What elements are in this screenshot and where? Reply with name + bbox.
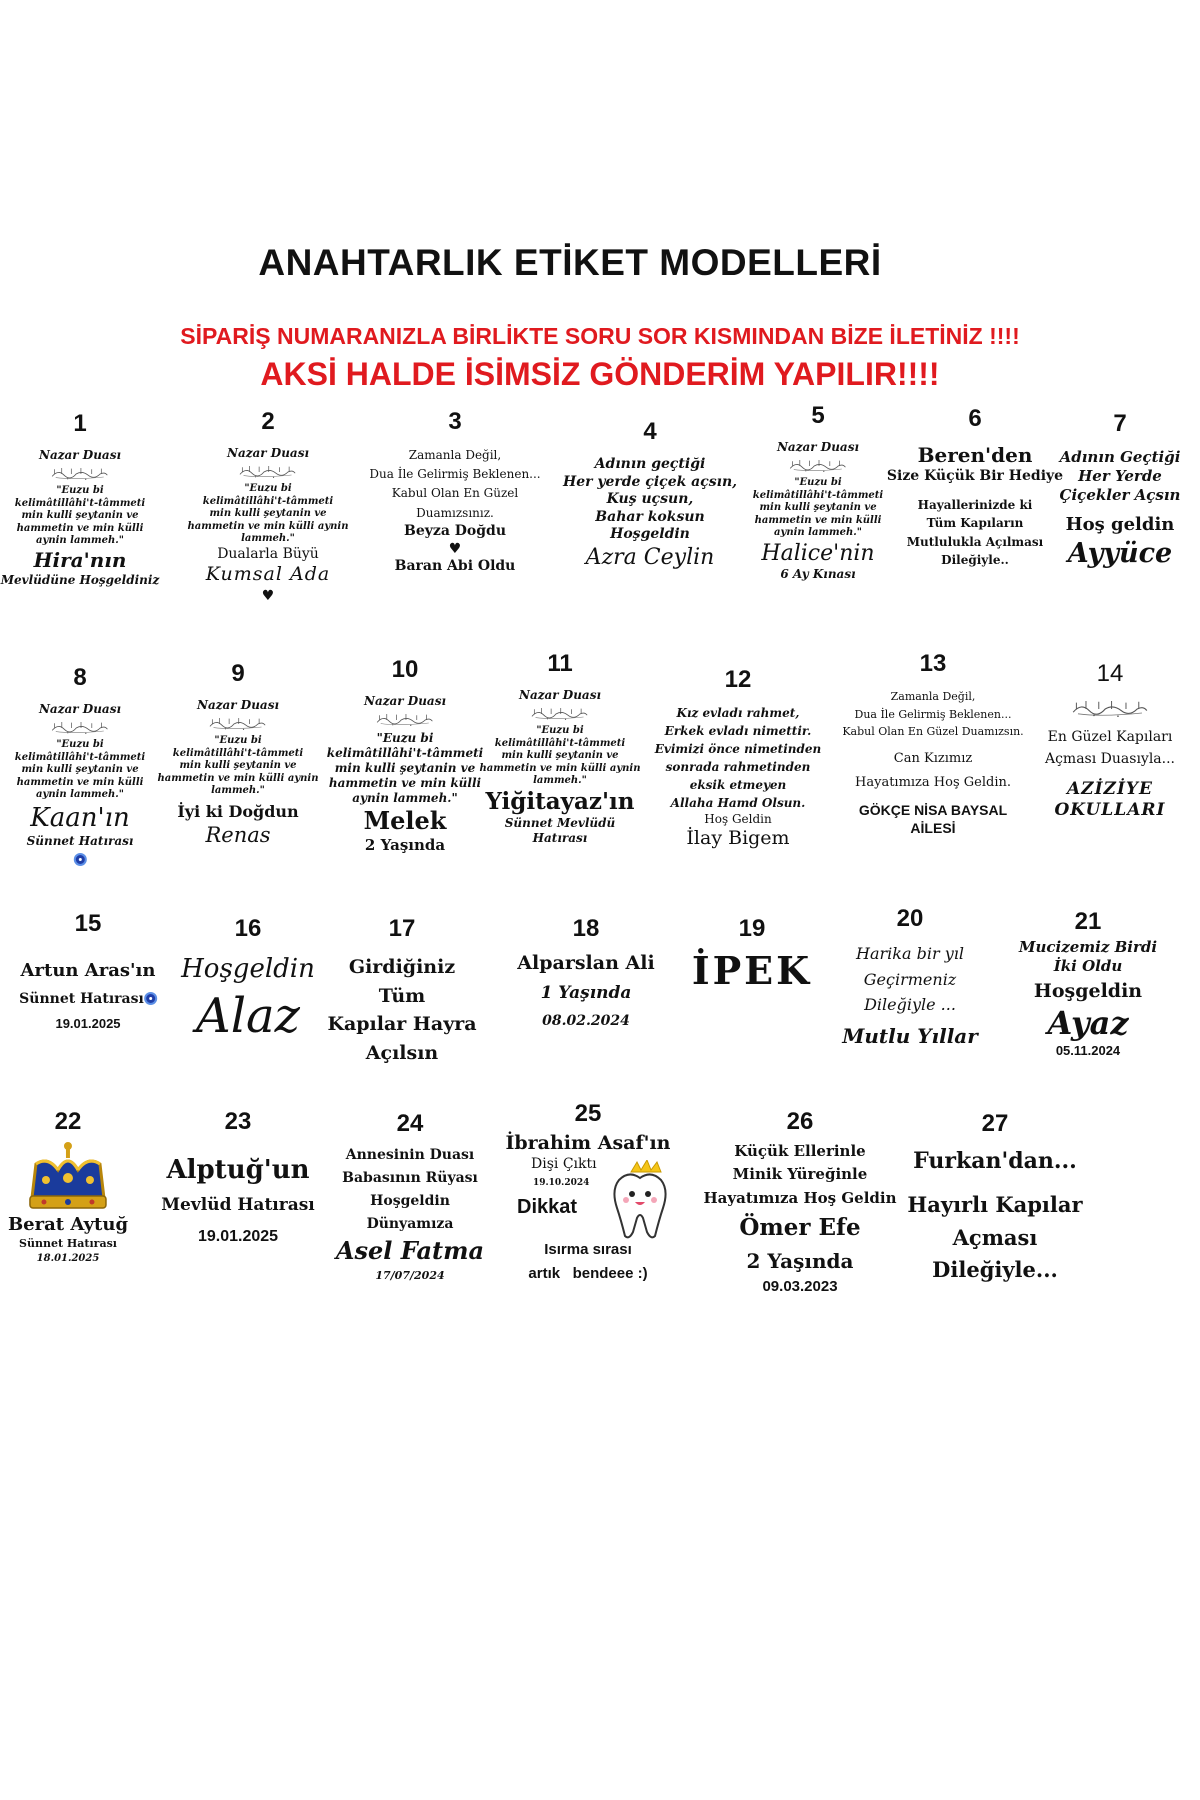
label-name: Alptuğ'un (166, 1155, 310, 1185)
heart-icon: ♥ (448, 541, 462, 558)
label-name: Ömer Efe (739, 1213, 861, 1241)
label-line: Furkan'dan... (913, 1148, 1077, 1174)
label-line: Sünnet Hatırası (19, 1236, 117, 1250)
model-14 (1045, 660, 1175, 821)
label-name: Berat Aytuğ (7, 1214, 129, 1235)
label-name: Yiğitayaz'ın (485, 787, 635, 815)
prayer-line: kelimâtillâhi't-tâmmeti (202, 495, 334, 507)
label-name: Halice'nin (761, 540, 875, 566)
label-line: Dua İle Gelirmiş Beklenen... (854, 707, 1012, 721)
label-line: Dileğiyle ... (864, 995, 956, 1015)
label-name: Ayaz (1047, 1004, 1129, 1043)
label-line: Kuş uçsun, (606, 491, 694, 507)
label-line: Hoş Geldin (704, 812, 772, 826)
label-line: Harika bir yıl (856, 944, 964, 963)
label-line: Babasının Rüyası (342, 1170, 478, 1187)
model-number: 20 (896, 905, 924, 932)
prayer-line: "Euzu bi (536, 725, 584, 736)
calligraphy-icon (50, 719, 110, 737)
model-21 (1019, 908, 1157, 1060)
calligraphy-icon (375, 711, 435, 729)
model-22 (8, 1108, 128, 1268)
label-footer: AİLESİ (910, 819, 956, 836)
label-line: Duamızsınız. (416, 505, 494, 520)
label-footer: Hatırası (532, 831, 588, 846)
label-line: Zamanla Değil, (408, 448, 502, 462)
label-name: Melek (363, 806, 447, 835)
calligraphy-icon (208, 715, 268, 733)
label-line: Açılsın (365, 1041, 439, 1064)
label-line: Açması (952, 1224, 1038, 1250)
model-number: 17 (388, 915, 416, 942)
prayer-line: kelimâtillâhi't-tâmmeti (494, 737, 626, 749)
label-line: Hayatımıza Hoş Geldin. (855, 775, 1011, 791)
label-line: Tüm Kapıların (926, 516, 1024, 531)
model-number: 12 (724, 666, 752, 693)
prayer-line: "Euzu bi (376, 731, 434, 745)
label-line: Sünnet Hatırası (19, 990, 144, 1007)
label-line: İki Oldu (1053, 956, 1123, 975)
label-line: Erkek evladı nimettir. (664, 724, 812, 738)
label-line: sonrada rahmetinden (665, 760, 811, 774)
prayer-title: Nazar Duası (196, 698, 280, 712)
label-word: Dikkat (517, 1195, 578, 1218)
label-line: Geçirmeniz (863, 969, 957, 989)
model-number: 18 (572, 915, 600, 942)
label-name: İlay Bigem (686, 827, 790, 849)
prayer-line: hammetin ve min külli aynin (187, 520, 349, 532)
label-footer: GÖKÇE NİSA BAYSAL (858, 802, 1008, 819)
model-26 (704, 1108, 897, 1299)
label-line: Hoş geldin (1065, 514, 1175, 536)
label-line: eksik etmeyen (689, 778, 787, 792)
model-27 (907, 1110, 1082, 1287)
label-line: En Güzel Kapıları (1047, 729, 1173, 745)
label-line: Küçük Ellerinle (734, 1142, 866, 1160)
model-5 (753, 402, 883, 582)
model-number: 23 (224, 1108, 252, 1135)
model-number: 22 (54, 1108, 82, 1135)
label-line: Her yerde çiçek açsın, (562, 473, 738, 490)
label-line: Hoşgeldin (370, 1193, 450, 1210)
model-number: 8 (73, 664, 87, 691)
model-number: 19 (738, 915, 766, 942)
model-number: 25 (574, 1100, 602, 1127)
prayer-line: hammetin ve min külli (754, 514, 882, 526)
prayer-line: lammeh." (211, 785, 265, 796)
prayer-line: min kulli şeytanin ve (334, 761, 476, 775)
label-line: Zamanla Değil, (890, 690, 976, 703)
model-13 (842, 650, 1023, 837)
calligraphy-icon (50, 465, 110, 483)
prayer-line: "Euzu bi (56, 739, 104, 750)
label-line: Hoşgeldin (610, 526, 690, 542)
prayer-line: aynin lammeh." (36, 789, 124, 800)
label-line: 2 Yaşında (746, 1248, 854, 1273)
model-18 (517, 915, 654, 1035)
label-name: Renas (205, 822, 271, 847)
model-number: 27 (981, 1110, 1009, 1137)
model-19 (692, 915, 812, 995)
label-line: Kabul Olan En Güzel Duamızsın. (842, 725, 1024, 739)
prayer-line: aynin lammeh." (774, 527, 862, 538)
model-7 (1060, 410, 1181, 571)
label-footer: Mevlüdüne Hoşgeldiniz (0, 572, 160, 587)
label-line: Isırma sırası (544, 1240, 632, 1258)
model-4 (563, 418, 737, 571)
page-title: ANAHTARLIK ETİKET MODELLERİ (258, 242, 882, 283)
model-8 (15, 664, 145, 868)
prayer-line: hammetin ve min külli (16, 522, 144, 534)
prayer-line: min kulli şeytanin ve (21, 764, 139, 775)
label-line: Adının geçtiği (594, 456, 706, 472)
model-number: 24 (396, 1110, 424, 1137)
label-line: Tüm (378, 984, 426, 1007)
label-line: Dünyamıza (366, 1216, 454, 1233)
label-line: Açması Duasıyla... (1044, 751, 1176, 768)
prayer-line: hammetin ve min külli aynin (157, 772, 319, 784)
prayer-line: min kulli şeytanin ve (501, 750, 619, 761)
label-name: Mutlu Yıllar (842, 1023, 978, 1048)
label-date: 18.01.2025 (36, 1253, 100, 1265)
model-number: 26 (786, 1108, 814, 1135)
model-number: 21 (1074, 908, 1102, 935)
label-name: Alaz (196, 987, 300, 1044)
prayer-line: "Euzu bi (214, 735, 262, 746)
label-name: Kaan'ın (30, 802, 130, 833)
heart-icon: ♥ (261, 587, 275, 604)
label-line: Dileğiyle... (932, 1257, 1058, 1283)
model-number: 3 (448, 408, 462, 435)
label-name: Beyza Doğdu (403, 522, 507, 539)
prayer-title: Nazar Duası (226, 446, 310, 460)
label-date: 09.03.2023 (762, 1277, 838, 1295)
prayer-line: min kulli şeytanin ve (179, 760, 297, 771)
label-line: Dua İle Gelirmiş Beklenen... (369, 467, 541, 482)
label-name: Alparslan Ali (517, 952, 655, 974)
label-line: Her Yerde (1078, 466, 1162, 485)
model-number: 9 (231, 660, 245, 687)
label-footer: Sünnet Hatırası (26, 834, 134, 848)
prayer-line: kelimâtillâhi't-tâmmeti (14, 751, 146, 763)
label-line: Hoşgeldin (1033, 979, 1143, 1002)
prayer-line: lammeh." (241, 533, 295, 544)
prayer-title: Nazar Duası (38, 448, 122, 462)
model-17 (327, 915, 476, 1067)
label-name: Ayyüce (1067, 537, 1173, 569)
model-9 (158, 660, 319, 848)
model-number: 16 (234, 915, 262, 942)
model-number: 10 (391, 656, 419, 683)
prayer-line: aynin lammeh." (36, 535, 124, 546)
model-16 (181, 915, 315, 1046)
label-line: Hayatımıza Hoş Geldin (703, 1188, 897, 1207)
model-number: 4 (643, 418, 657, 445)
prayer-line: "Euzu bi (56, 485, 104, 496)
model-3 (369, 408, 540, 576)
prayer-line: kelimâtillâhi't-tâmmeti (172, 747, 304, 759)
label-date: 19.01.2025 (55, 1015, 121, 1031)
label-name: Hira'nın (33, 547, 127, 572)
prayer-line: min kulli şeytanin ve (209, 508, 327, 519)
tooth-icon (609, 1160, 671, 1240)
model-number: 7 (1113, 410, 1127, 437)
prayer-title: Nazar Duası (363, 694, 447, 708)
model-number: 6 (968, 405, 982, 432)
label-footer: 2 Yaşında (364, 836, 446, 854)
label-line: Dişi Çıktı (531, 1155, 597, 1172)
model-number: 14 (1096, 660, 1124, 687)
model-11 (480, 650, 641, 846)
label-line: Çiçekler Açsın (1059, 485, 1181, 504)
label-name: Artun Aras'ın (20, 960, 156, 981)
prayer-line: hammetin ve min külli (328, 776, 482, 790)
label-line: Bahar koksun (595, 508, 705, 525)
prayer-line: lammeh." (533, 775, 587, 786)
model-number: 2 (261, 408, 275, 435)
label-line: Annesinin Duası (345, 1147, 475, 1163)
model-number: 1 (73, 410, 87, 437)
calligraphy-icon (530, 705, 590, 723)
prayer-line: min kulli şeytanin ve (21, 510, 139, 521)
label-name: İPEK (691, 948, 813, 993)
model-12 (655, 666, 822, 851)
prayer-line: kelimâtillâhi't-tâmmeti (752, 489, 884, 501)
label-footer: Baran Abi Oldu (394, 558, 516, 575)
label-line: Size Küçük Bir Hediye (886, 468, 1064, 484)
calligraphy-icon (238, 463, 298, 481)
label-name: Kumsal Ada (205, 563, 331, 585)
model-number: 5 (811, 402, 825, 429)
label-name: Azra Ceylin (585, 544, 715, 570)
label-line: Adının Geçtiği (1059, 448, 1181, 466)
label-date: 17/07/2024 (375, 1269, 445, 1283)
model-23 (161, 1108, 315, 1253)
prayer-line: "Euzu bi (794, 477, 842, 488)
prayer-line: hammetin ve min külli aynin (479, 762, 641, 774)
label-name: Beren'den (917, 443, 1033, 467)
label-line: Mevlüd Hatırası (161, 1195, 315, 1216)
model-number: 11 (547, 650, 573, 677)
label-line: Kabul Olan En Güzel (391, 486, 519, 501)
label-line: Allaha Hamd Olsun. (670, 796, 806, 810)
prayer-line: kelimâtillâhi't-tâmmeti (326, 746, 484, 760)
label-line: 1 Yaşında (540, 982, 632, 1003)
label-line: Mucizemiz Birdi (1018, 938, 1158, 956)
label-footer: 6 Ay Kınası (780, 567, 856, 581)
evil-eye-icon (144, 992, 157, 1005)
label-line: Hayırlı Kapılar (907, 1192, 1083, 1218)
label-line: Can Kızımız (893, 750, 973, 766)
label-line: İyi ki Doğdun (177, 801, 299, 821)
prayer-line: "Euzu bi (244, 483, 292, 494)
model-24 (336, 1110, 484, 1286)
label-line: Mutlulukla Açılması (906, 534, 1044, 549)
label-line: Kız evladı rahmet, (676, 706, 800, 720)
prayer-title: Nazar Duası (38, 702, 122, 716)
prayer-title: Nazar Duası (518, 688, 602, 702)
crown-icon (26, 1140, 110, 1212)
prayer-line: aynin lammeh." (352, 791, 458, 805)
model-10 (327, 656, 483, 855)
calligraphy-icon (1070, 698, 1150, 720)
label-date: 05.11.2024 (1055, 1043, 1121, 1059)
model-15 (19, 910, 157, 1036)
label-line: Hoşgeldin (181, 954, 315, 984)
model-6 (887, 405, 1063, 570)
label-line: Hayallerinizde ki (917, 497, 1033, 512)
model-20 (842, 905, 978, 1049)
model-2 (188, 408, 349, 605)
label-line: Dileğiyle.. (941, 553, 1009, 568)
label-line: Kapılar Hayra (327, 1013, 477, 1035)
model-number: 15 (74, 910, 102, 937)
label-footer: AZİZİYE (1066, 778, 1153, 799)
label-date: 19.10.2024 (533, 1177, 590, 1188)
prayer-title: Nazar Duası (776, 440, 860, 454)
label-date: 08.02.2024 (542, 1013, 630, 1030)
label-line: Dualarla Büyü (217, 545, 319, 562)
prayer-line: kelimâtillâhi't-tâmmeti (14, 497, 146, 509)
label-date: 19.01.2025 (197, 1228, 279, 1246)
warning-line-2: AKSİ HALDE İSİMSİZ GÖNDERİM YAPILIR!!!! (260, 356, 940, 392)
label-name: Asel Fatma (335, 1236, 485, 1266)
prayer-line: hammetin ve min külli (16, 776, 144, 788)
model-25 (503, 1100, 673, 1286)
prayer-line: min kulli şeytanin ve (759, 502, 877, 513)
model-1 (1, 410, 160, 588)
label-line: Girdiğiniz (348, 956, 456, 978)
label-line: Minik Yüreğinle (732, 1165, 868, 1184)
model-number: 13 (919, 650, 947, 677)
label-line: Evimizi önce nimetinden (654, 742, 822, 756)
label-footer: Sünnet Mevlüdü (504, 816, 616, 831)
label-line: artık bendeee :) (528, 1264, 648, 1282)
label-footer: OKULLARI (1054, 800, 1166, 821)
calligraphy-icon (788, 457, 848, 475)
label-name: İbrahim Asaf'ın (505, 1132, 671, 1154)
warning-line-1: SİPARİŞ NUMARANIZLA BİRLİKTE SORU SOR KISMINDAN BİZE İLETİNİZ !!!! (180, 323, 1020, 349)
evil-eye-icon (73, 853, 86, 866)
